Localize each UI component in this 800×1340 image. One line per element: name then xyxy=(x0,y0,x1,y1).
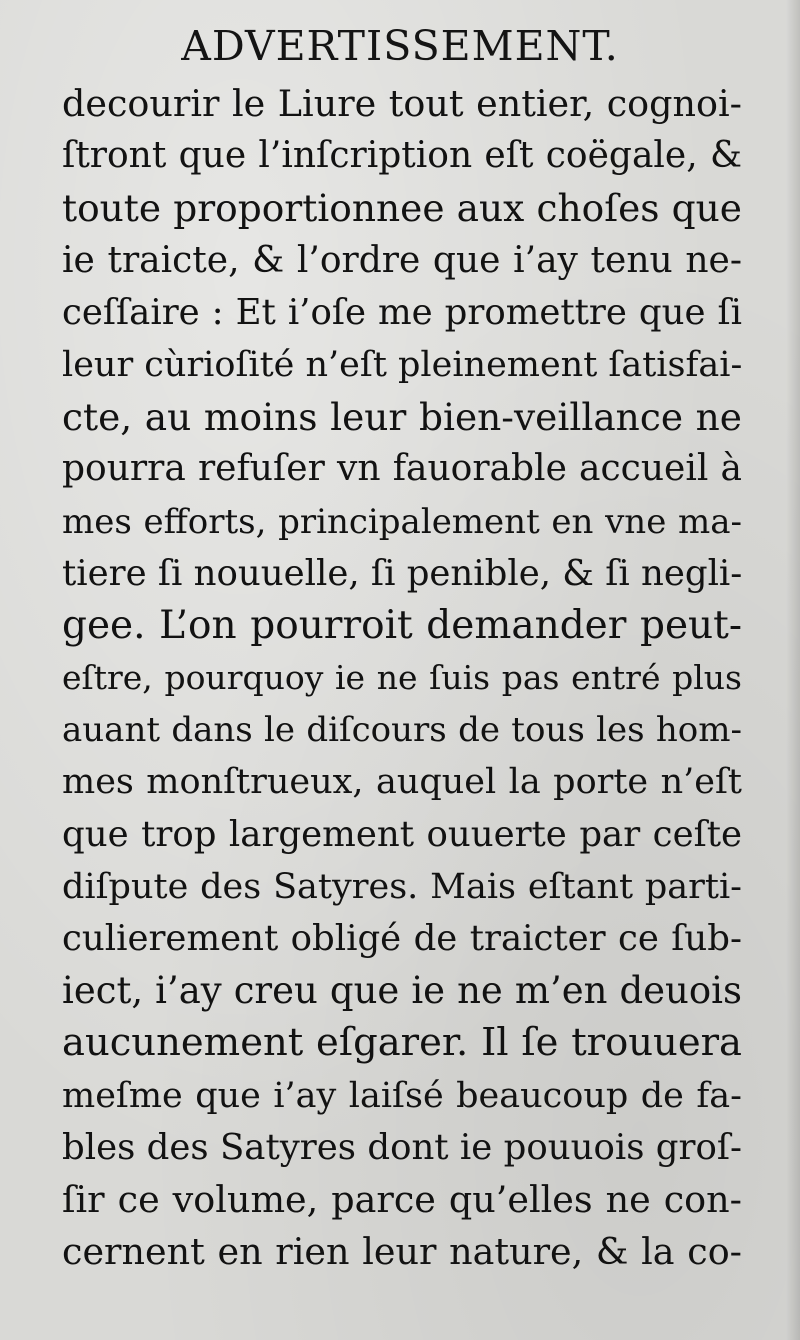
text-line: decourir le Liure tout entier, cognoi- xyxy=(62,82,742,125)
text-line: cte, au moins leur bien-veillance ne xyxy=(62,395,742,440)
page-edge-shadow xyxy=(786,0,800,1340)
text-line: pourra refuſer vn fauorable accueil à xyxy=(62,448,742,490)
text-line: auant dans le diſcours de tous les hom- xyxy=(62,710,742,751)
text-line: mes efforts, principalement en vne ma- xyxy=(62,501,742,542)
text-line: iect, i’ay creu que ie ne m’en deuois xyxy=(62,969,742,1013)
text-line: gee. L’on pourroit demander peut- xyxy=(62,602,742,648)
text-line: cernent en rien leur nature, & la co- xyxy=(62,1230,742,1274)
text-line: eſtre, pourquoy ie ne ſuis pas entré plus xyxy=(62,658,742,698)
text-line: aucunement eſgarer. Il ſe trouuera xyxy=(62,1020,742,1066)
text-line: mes monſtrueux, auquel la porte n’eſt xyxy=(62,762,742,803)
text-line: culierement obligé de traicter ce ſub- xyxy=(62,918,742,959)
text-line: tiere ſi nouuelle, ſi penible, & ſi negli- xyxy=(62,552,743,594)
text-line: toute proportionnee aux choſes que xyxy=(62,186,742,231)
body-text xyxy=(62,78,742,1278)
text-line: meſme que i’ay laiſsé beaucoup de fa- xyxy=(62,1075,742,1116)
running-title: ADVERTISSEMENT. xyxy=(181,22,619,70)
text-line: ſir ce volume, parce qu’elles ne con- xyxy=(62,1177,742,1221)
text-line: bles des Satyres dont ie pouuois groſ- xyxy=(62,1126,742,1168)
text-line: ie traicte, & l’ordre que i’ay tenu ne- xyxy=(62,239,742,281)
text-line: ſtront que l’inſcription eſt coëgale, & xyxy=(62,135,742,177)
text-line: diſpute des Satyres. Mais eſtant parti- xyxy=(62,866,742,907)
text-line: leur cùrioſité n’eſt pleinement ſatisfai- xyxy=(62,344,743,385)
text-line: ceſſaire : Et i’oſe me promettre que ſi xyxy=(62,291,742,333)
text-line: que trop largement ouuerte par ceſte xyxy=(62,813,742,855)
